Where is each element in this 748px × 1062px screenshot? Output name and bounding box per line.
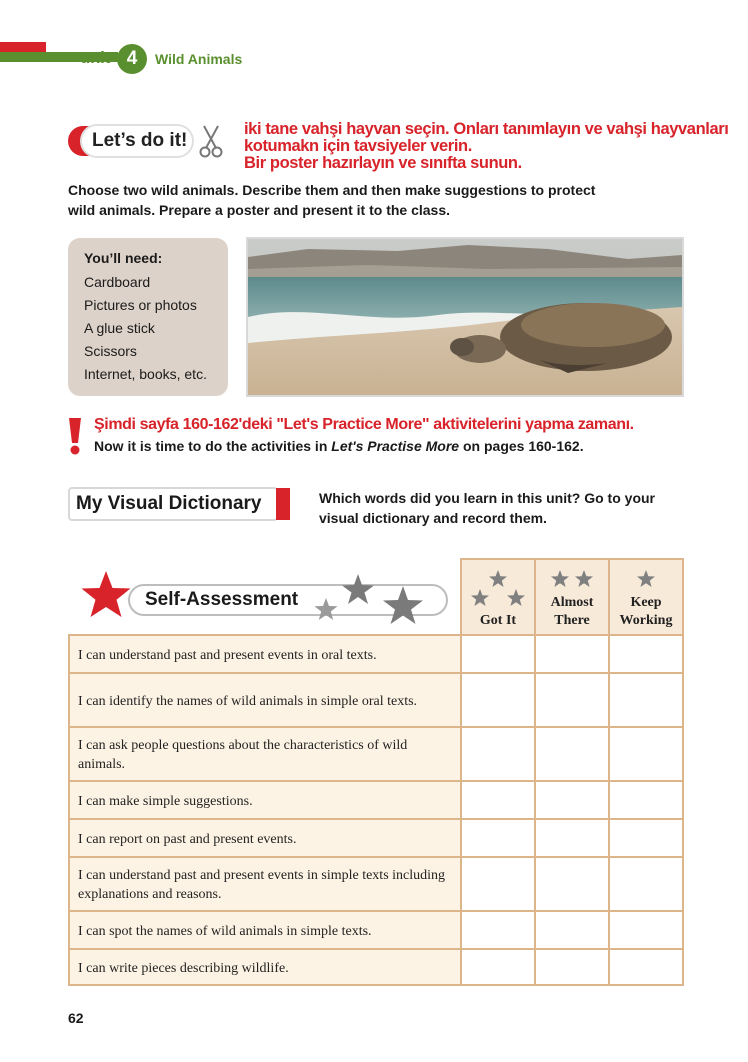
page-number: 62: [68, 1010, 84, 1026]
statement-cell: I can write pieces describing wildlife.: [69, 949, 461, 985]
got-it-checkbox[interactable]: [461, 673, 535, 727]
got-it-checkbox[interactable]: [461, 949, 535, 985]
sea-turtle-photo: [246, 237, 684, 397]
column-keep-working: [609, 559, 683, 635]
materials-title: You’ll need:: [84, 250, 163, 266]
header-red-bar: [0, 42, 46, 52]
scissors-icon: [198, 124, 224, 158]
keep-working-checkbox[interactable]: [609, 857, 683, 911]
got-it-checkbox[interactable]: [461, 911, 535, 949]
unit-title: Wild Animals: [155, 51, 243, 67]
statement-cell: I can report on past and present events.: [69, 819, 461, 857]
lets-do-it-label: Let’s do it!: [80, 124, 194, 158]
practice-book-title: Let's Practise More: [331, 438, 460, 454]
almost-there-checkbox[interactable]: [535, 727, 609, 781]
two-stars-icon: [542, 568, 602, 590]
got-it-checkbox[interactable]: [461, 819, 535, 857]
visual-dictionary-instructions: [319, 488, 699, 528]
decorative-stars-icon: [300, 572, 430, 628]
got-it-checkbox[interactable]: [461, 635, 535, 673]
materials-item: Pictures or photos: [84, 297, 197, 313]
statement-cell: I can ask people questions about the characteristics of wild animals.: [69, 727, 461, 781]
vd-line: visual dictionary and record them.: [319, 510, 547, 526]
materials-box: [68, 238, 228, 396]
statement-cell: I can spot the names of wild animals in simple texts.: [69, 911, 461, 949]
turkish-line: kotumakn için tavsiyeler verin.: [244, 137, 472, 155]
keep-working-checkbox[interactable]: [609, 727, 683, 781]
column-label: Keep: [630, 595, 662, 610]
keep-working-checkbox[interactable]: [609, 781, 683, 819]
one-star-icon: [616, 568, 676, 590]
column-label: Got It: [479, 613, 517, 628]
column-label: Working: [619, 613, 673, 628]
column-label: There: [554, 613, 590, 628]
materials-item: Cardboard: [84, 274, 151, 290]
almost-there-checkbox[interactable]: [535, 819, 609, 857]
got-it-checkbox[interactable]: [461, 727, 535, 781]
keep-working-checkbox[interactable]: [609, 819, 683, 857]
almost-there-checkbox[interactable]: [535, 673, 609, 727]
unit-label: unit: [80, 48, 110, 67]
keep-working-checkbox[interactable]: [609, 949, 683, 985]
exclamation-icon: [66, 416, 84, 456]
almost-there-checkbox[interactable]: [535, 635, 609, 673]
keep-working-checkbox[interactable]: [609, 673, 683, 727]
almost-there-checkbox[interactable]: [535, 949, 609, 985]
almost-there-checkbox[interactable]: [535, 857, 609, 911]
almost-there-checkbox[interactable]: [535, 781, 609, 819]
practice-notice-turkish: Şimdi sayfa 160-162'deki "Let's Practice More" aktivitelerini yapma zamanı.: [94, 416, 634, 433]
three-stars-icon: [468, 568, 528, 608]
unit-number-badge: 4: [117, 44, 147, 74]
english-line: Choose two wild animals. Describe them and then make suggestions to protect: [68, 182, 596, 198]
self-assessment-title: Self-Assessment: [145, 589, 299, 610]
turkish-line: Bir poster hazırlayın ve sınıfta sunun.: [244, 154, 522, 172]
statement-cell: I can identify the names of wild animals in simple oral texts.: [69, 673, 461, 727]
column-label: Almost: [550, 595, 594, 610]
statement-cell: I can understand past and present events in oral texts.: [69, 635, 461, 673]
column-got-it: [461, 559, 535, 635]
english-instructions: [68, 180, 648, 220]
practice-notice-english: [94, 438, 584, 454]
statement-cell: I can understand past and present events in simple texts including explanations and reasons.: [69, 857, 461, 911]
visual-dictionary-label: My Visual Dictionary: [68, 487, 278, 521]
got-it-checkbox[interactable]: [461, 781, 535, 819]
english-line: wild animals. Prepare a poster and present it to the class.: [68, 202, 451, 218]
turkish-instructions: [244, 121, 744, 172]
practice-text: Now it is time to do the activities in: [94, 438, 332, 454]
red-star-icon: [80, 570, 132, 622]
materials-item: A glue stick: [84, 320, 155, 336]
keep-working-checkbox[interactable]: [609, 635, 683, 673]
got-it-checkbox[interactable]: [461, 857, 535, 911]
almost-there-checkbox[interactable]: [535, 911, 609, 949]
practice-text: on pages 160-162.: [459, 438, 584, 454]
vd-line: Which words did you learn in this unit? Go to your: [319, 490, 655, 506]
turkish-line: iki tane vahşi hayvan seçin. Onları tanımlayın ve vahşi hayvanları: [244, 120, 729, 138]
keep-working-checkbox[interactable]: [609, 911, 683, 949]
visual-dictionary-tab: [276, 488, 290, 520]
column-almost-there: [535, 559, 609, 635]
statement-cell: I can make simple suggestions.: [69, 781, 461, 819]
materials-item: Scissors: [84, 343, 137, 359]
materials-item: Internet, books, etc.: [84, 366, 207, 382]
